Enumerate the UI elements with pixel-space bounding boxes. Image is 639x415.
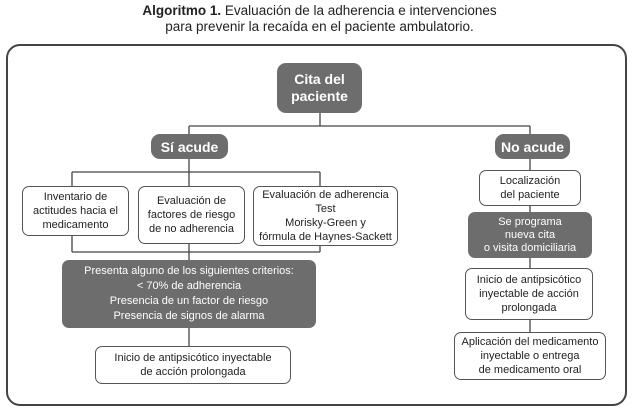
node-programa-cita: Se programa nueva cita o visita domiciliaria (468, 212, 592, 258)
figure-title-prefix: Algoritmo 1. (142, 3, 222, 18)
node-test-adherencia: Evaluación de adherencia Test Morisky-Green y fórmula de Haynes-Sackett (253, 186, 398, 246)
node-aplicacion: Aplicación del medicamento inyectable o entrega de medicamento oral (454, 332, 606, 380)
node-si-acude: Sí acude (151, 134, 228, 159)
node-inicio-inyectable-izq: Inicio de antipsicótico inyectable de acción prolongada (95, 346, 291, 384)
node-factores-riesgo: Evaluación de factores de riesgo de no adherencia (138, 186, 245, 244)
node-inventario: Inventario de actitudes hacia el medicamento (22, 186, 129, 236)
figure-title-line2: para prevenir la recaída en el paciente ambulatorio. (165, 19, 474, 34)
node-criterios: Presenta alguno de los siguientes criterios: < 70% de adherencia Presencia de un factor de riesgo Presencia de signos de alarma (62, 260, 316, 328)
node-localizacion: Localización del paciente (479, 170, 581, 206)
figure-title-line1: Evaluación de la adherencia e intervenciones (224, 3, 497, 18)
node-cita-paciente: Cita del paciente (277, 63, 362, 113)
node-inicio-inyectable-der: Inicio de antipsicótico inyectable de acción prolongada (465, 268, 593, 320)
node-no-acude: No acude (495, 134, 570, 159)
